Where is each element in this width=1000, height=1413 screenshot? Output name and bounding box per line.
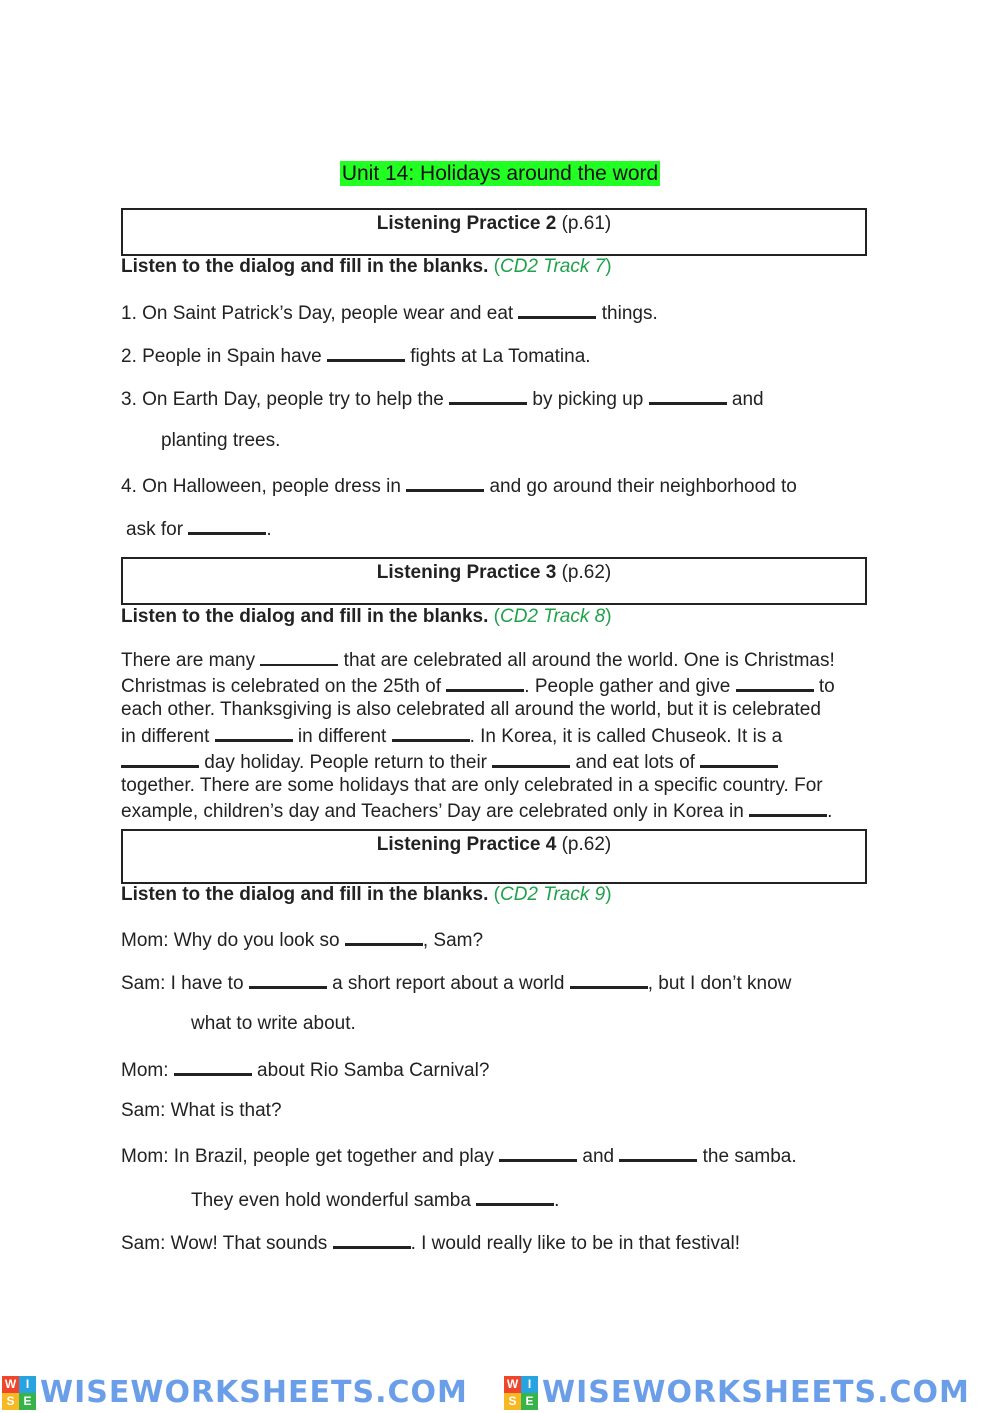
text: There are many [121, 650, 261, 671]
tile: W [504, 1376, 521, 1393]
dialog-line-7 [191, 1186, 559, 1213]
paren: ) [605, 606, 612, 627]
text: Sam: I have to [121, 973, 249, 994]
text: in different [121, 725, 215, 747]
text: to [813, 676, 835, 698]
track-label: CD2 Track 8 [499, 606, 606, 627]
heading-bold: Listening Practice 4 [376, 834, 557, 855]
footer-watermark [0, 1372, 1000, 1413]
heading-bold: Listening Practice 2 [376, 213, 557, 234]
dialog-line-5 [121, 1099, 282, 1123]
para-line [121, 748, 881, 774]
tile: S [2, 1393, 19, 1410]
tile: I [19, 1376, 36, 1393]
paren: ) [605, 256, 612, 277]
title-text: Unit 14: Holidays around the word [341, 162, 659, 185]
question-3-cont [161, 429, 280, 453]
dialog-line-3 [191, 1012, 356, 1036]
paren: ( [488, 884, 500, 905]
paren: ) [605, 884, 612, 905]
blank[interactable] [449, 385, 527, 405]
question-3 [121, 385, 764, 412]
tile: W [2, 1376, 19, 1393]
text: planting trees. [161, 430, 281, 451]
blank[interactable] [700, 748, 778, 768]
text: and [726, 389, 764, 410]
text: a short report about a world [326, 973, 570, 994]
brand-text: WISEWORKSHEETS.COM [542, 1375, 970, 1410]
section-heading [123, 213, 865, 235]
blank[interactable] [215, 722, 293, 742]
section-heading [123, 562, 865, 584]
text: . In Korea, it is called Chuseok. It is a [469, 725, 783, 747]
text: that are celebrated all around the world. One is Christmas! [338, 650, 835, 671]
text: 1. On Saint Patrick’s Day, people wear and eat [121, 303, 519, 324]
text: They even hold wonderful samba [191, 1190, 477, 1211]
text: together. There are some holidays that are only celebrated in a specific country. For [121, 775, 823, 797]
text: Sam: What is that? [121, 1100, 282, 1121]
text: in different [292, 725, 392, 747]
paren: ( [488, 606, 500, 627]
text: ask for [126, 519, 189, 540]
question-2 [121, 342, 591, 369]
text: by picking up [527, 389, 649, 410]
dialog-line-6 [121, 1142, 797, 1169]
blank[interactable] [345, 926, 423, 946]
text: example, children’s day and Teachers’ Day are celebrated only in Korea in [121, 801, 750, 823]
tile: E [521, 1393, 538, 1410]
text: and go around their neighborhood to [484, 476, 797, 497]
text: . [827, 801, 833, 823]
track-label: CD2 Track 9 [499, 884, 606, 905]
blank[interactable] [260, 647, 338, 666]
para-line [121, 647, 881, 672]
question-4 [121, 472, 797, 499]
brand-logo[interactable] [504, 1372, 970, 1413]
blank[interactable] [188, 515, 266, 535]
blank[interactable] [174, 1056, 252, 1076]
para-line [121, 774, 881, 797]
blank[interactable] [570, 969, 648, 989]
brand-logo[interactable] [2, 1372, 468, 1413]
heading-page: (p.62) [556, 562, 612, 583]
blank[interactable] [392, 722, 470, 742]
heading-bold: Listening Practice 3 [376, 562, 557, 583]
brand-text: WISEWORKSHEETS.COM [40, 1375, 468, 1410]
text: day holiday. People return to their [199, 751, 493, 773]
question-4-cont [126, 515, 272, 542]
tile: E [19, 1393, 36, 1410]
section-header-lp2 [121, 208, 867, 256]
para-line [121, 672, 881, 698]
blank[interactable] [518, 299, 596, 319]
text: each other. Thanksgiving is also celebrated all around the world, but it is celebrated [121, 699, 821, 721]
para-line [121, 698, 881, 721]
text: 4. On Halloween, people dress in [121, 476, 407, 497]
blank[interactable] [736, 672, 814, 692]
para-line [121, 797, 881, 823]
tile: I [521, 1376, 538, 1393]
instruction-text: Listen to the dialog and fill in the blanks. [121, 606, 489, 627]
logo-tile-icon [504, 1376, 538, 1410]
instruction-text: Listen to the dialog and fill in the blanks. [121, 256, 489, 277]
instruction-lp4 [121, 883, 612, 907]
text: , Sam? [422, 930, 484, 951]
paren: ( [488, 256, 500, 277]
text: Christmas is celebrated on the 25th of [121, 676, 447, 698]
blank[interactable] [749, 797, 827, 817]
instruction-lp3 [121, 605, 612, 629]
blank[interactable] [649, 385, 727, 405]
section-header-lp4 [121, 829, 867, 884]
text: about Rio Samba Carnival? [251, 1060, 490, 1081]
dialog-line-1 [121, 926, 483, 953]
text: what to write about. [191, 1013, 356, 1034]
fill-in-paragraph [121, 647, 881, 823]
track-label: CD2 Track 7 [499, 256, 606, 277]
blank[interactable] [406, 472, 484, 492]
blank[interactable] [492, 748, 570, 768]
dialog-line-8 [121, 1229, 740, 1256]
worksheet-title [0, 162, 1000, 186]
instruction-lp2 [121, 255, 612, 279]
blank[interactable] [446, 672, 524, 692]
dialog-line-4 [121, 1056, 489, 1083]
blank[interactable] [619, 1142, 697, 1162]
section-header-lp3 [121, 557, 867, 605]
text: Mom: In Brazil, people get together and play [121, 1146, 500, 1167]
text: fights at La Tomatina. [405, 346, 591, 367]
text: things. [596, 303, 658, 324]
text: Sam: Wow! That sounds [121, 1233, 333, 1254]
logo-tile-icon [2, 1376, 36, 1410]
text: . People gather and give [524, 676, 736, 698]
text: . I would really like to be in that festival! [410, 1233, 741, 1254]
text: , but I don’t know [647, 973, 792, 994]
text: Mom: [121, 1060, 174, 1081]
blank[interactable] [499, 1142, 577, 1162]
tile: S [504, 1393, 521, 1410]
text: Mom: Why do you look so [121, 930, 345, 951]
heading-page: (p.61) [556, 213, 612, 234]
blank[interactable] [121, 748, 199, 768]
text: the samba. [697, 1146, 797, 1167]
question-1 [121, 299, 658, 326]
para-line [121, 722, 881, 748]
blank[interactable] [249, 969, 327, 989]
text: and eat lots of [570, 751, 701, 773]
blank[interactable] [333, 1229, 411, 1249]
text: 3. On Earth Day, people try to help the [121, 389, 450, 410]
blank[interactable] [476, 1186, 554, 1206]
text: and [577, 1146, 620, 1167]
text: 2. People in Spain have [121, 346, 327, 367]
text: . [266, 519, 272, 540]
section-heading [123, 834, 865, 856]
instruction-text: Listen to the dialog and fill in the blanks. [121, 884, 489, 905]
text: . [554, 1190, 560, 1211]
dialog-line-2 [121, 969, 791, 996]
blank[interactable] [327, 342, 405, 362]
heading-page: (p.62) [556, 834, 612, 855]
